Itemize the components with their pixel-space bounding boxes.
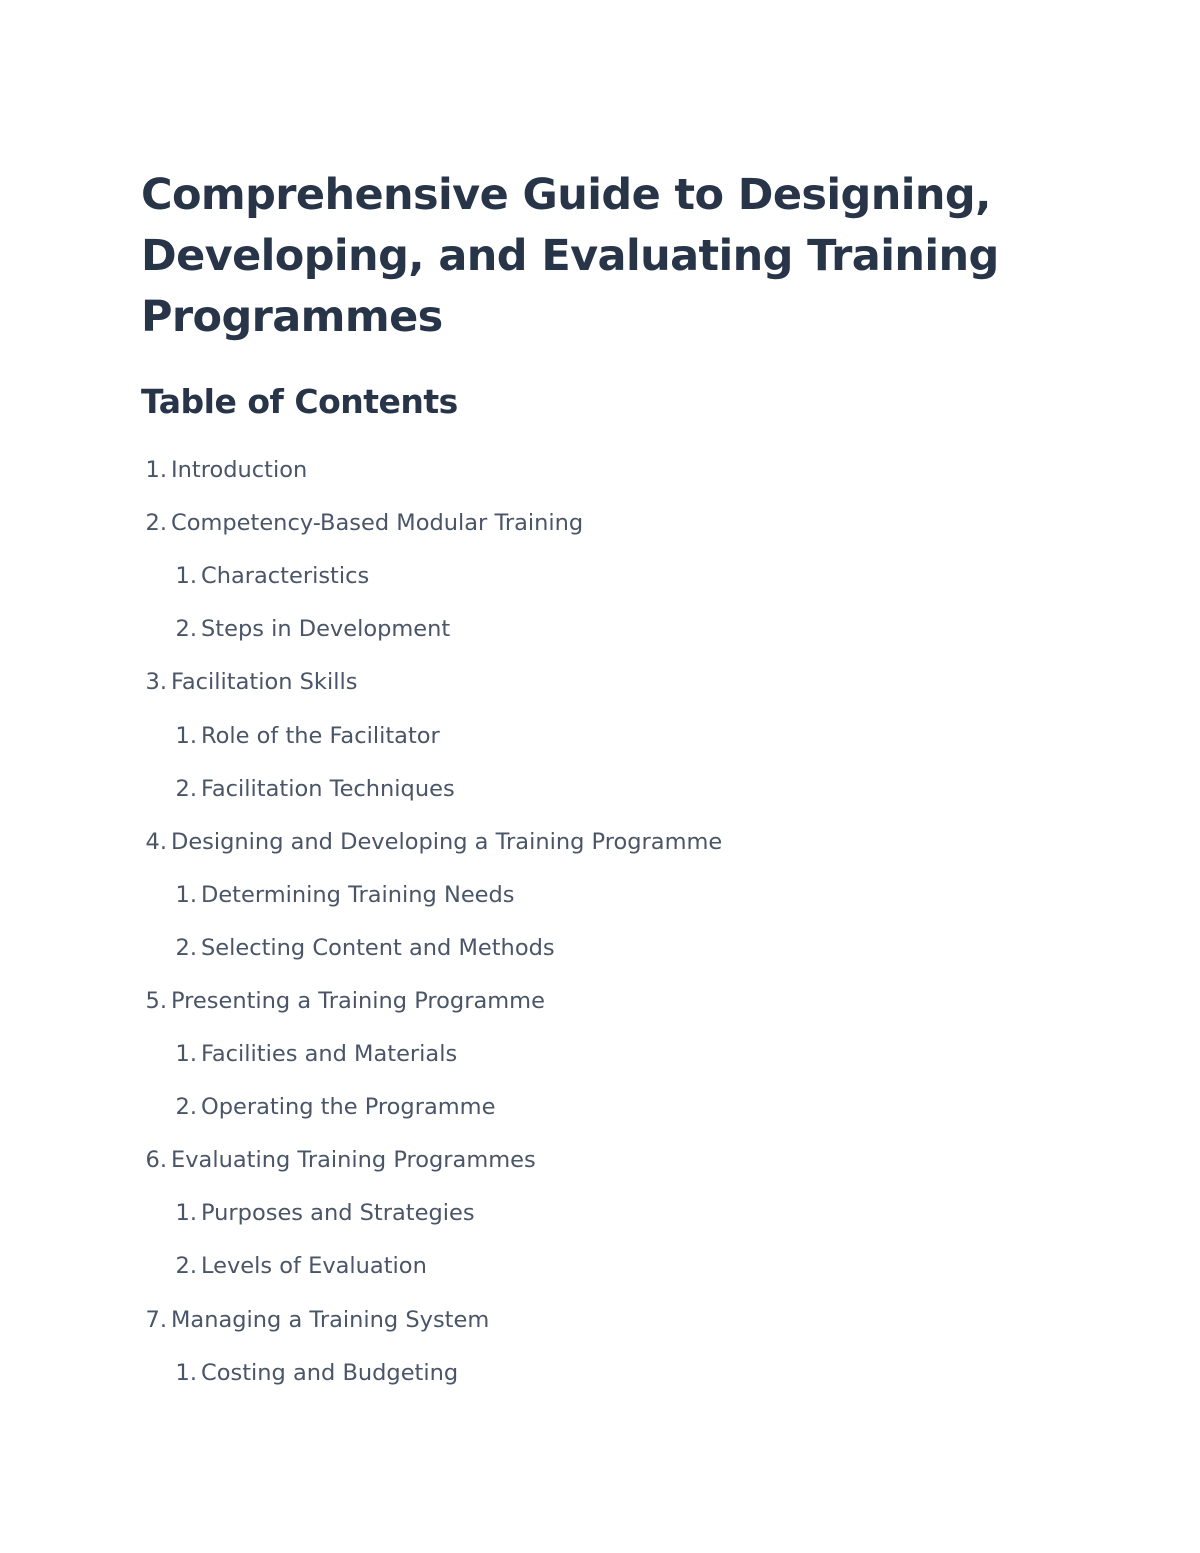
toc-item-label: Role of the Facilitator bbox=[201, 722, 440, 749]
toc-item[interactable] bbox=[141, 1134, 1061, 1187]
toc-item-number: 2. bbox=[175, 775, 197, 802]
toc-item-label: Facilities and Materials bbox=[201, 1041, 458, 1068]
toc-subitem[interactable] bbox=[141, 603, 1061, 656]
toc-item-number: 2. bbox=[175, 934, 197, 961]
toc-item-label: Facilitation Techniques bbox=[201, 775, 455, 802]
toc-subitem[interactable] bbox=[141, 1240, 1061, 1293]
toc-subitem[interactable] bbox=[141, 550, 1061, 603]
toc-item-label: Operating the Programme bbox=[201, 1094, 496, 1121]
toc-subitem[interactable] bbox=[141, 763, 1061, 816]
document-title: Comprehensive Guide to Designing, Developing, and Evaluating Training Programmes bbox=[141, 170, 999, 342]
toc-item[interactable] bbox=[141, 656, 1061, 709]
toc-item-number: 1. bbox=[175, 881, 197, 908]
toc-item-number: 1. bbox=[175, 722, 197, 749]
toc-item-number: 7. bbox=[145, 1306, 167, 1333]
toc-item-number: 4. bbox=[145, 828, 167, 855]
toc-item-number: 2. bbox=[175, 616, 197, 643]
toc-item-label: Steps in Development bbox=[201, 616, 451, 643]
toc-item-label: Facilitation Skills bbox=[171, 669, 358, 696]
toc-subitem[interactable] bbox=[141, 1347, 1061, 1400]
toc-item-number: 1. bbox=[145, 457, 167, 484]
toc-item-label: Selecting Content and Methods bbox=[201, 934, 555, 961]
toc-item-number: 1. bbox=[175, 1041, 197, 1068]
table-of-contents bbox=[141, 444, 1061, 1400]
toc-subitem[interactable] bbox=[141, 869, 1061, 922]
toc-item-number: 6. bbox=[145, 1147, 167, 1174]
toc-item-number: 1. bbox=[175, 1200, 197, 1227]
toc-item-label: Managing a Training System bbox=[171, 1306, 490, 1333]
document-page bbox=[141, 165, 1061, 1400]
toc-item-label: Evaluating Training Programmes bbox=[171, 1147, 536, 1174]
toc-item[interactable] bbox=[141, 816, 1061, 869]
toc-item-label: Costing and Budgeting bbox=[201, 1359, 459, 1386]
toc-item-label: Purposes and Strategies bbox=[201, 1200, 475, 1227]
toc-subitem[interactable] bbox=[141, 1081, 1061, 1134]
toc-item-number: 5. bbox=[145, 987, 167, 1014]
toc-item-label: Characteristics bbox=[201, 563, 370, 590]
toc-item-number: 1. bbox=[175, 1359, 197, 1386]
toc-item-label: Introduction bbox=[171, 457, 308, 484]
toc-item[interactable] bbox=[141, 975, 1061, 1028]
toc-item-number: 2. bbox=[145, 510, 167, 537]
toc-item-label: Determining Training Needs bbox=[201, 881, 515, 908]
toc-item-label: Designing and Developing a Training Programme bbox=[171, 828, 723, 855]
toc-item-label: Presenting a Training Programme bbox=[171, 987, 545, 1014]
toc-subitem[interactable] bbox=[141, 1028, 1061, 1081]
toc-heading: Table of Contents bbox=[141, 382, 458, 421]
toc-item[interactable] bbox=[141, 1294, 1061, 1347]
toc-item-number: 1. bbox=[175, 563, 197, 590]
toc-subitem[interactable] bbox=[141, 1187, 1061, 1240]
toc-item-label: Levels of Evaluation bbox=[201, 1253, 427, 1280]
toc-item-label: Competency-Based Modular Training bbox=[171, 510, 584, 537]
toc-item-number: 2. bbox=[175, 1094, 197, 1121]
toc-subitem[interactable] bbox=[141, 922, 1061, 975]
toc-item-number: 3. bbox=[145, 669, 167, 696]
toc-item[interactable] bbox=[141, 497, 1061, 550]
toc-subitem[interactable] bbox=[141, 709, 1061, 762]
toc-item-number: 2. bbox=[175, 1253, 197, 1280]
toc-item[interactable] bbox=[141, 444, 1061, 497]
